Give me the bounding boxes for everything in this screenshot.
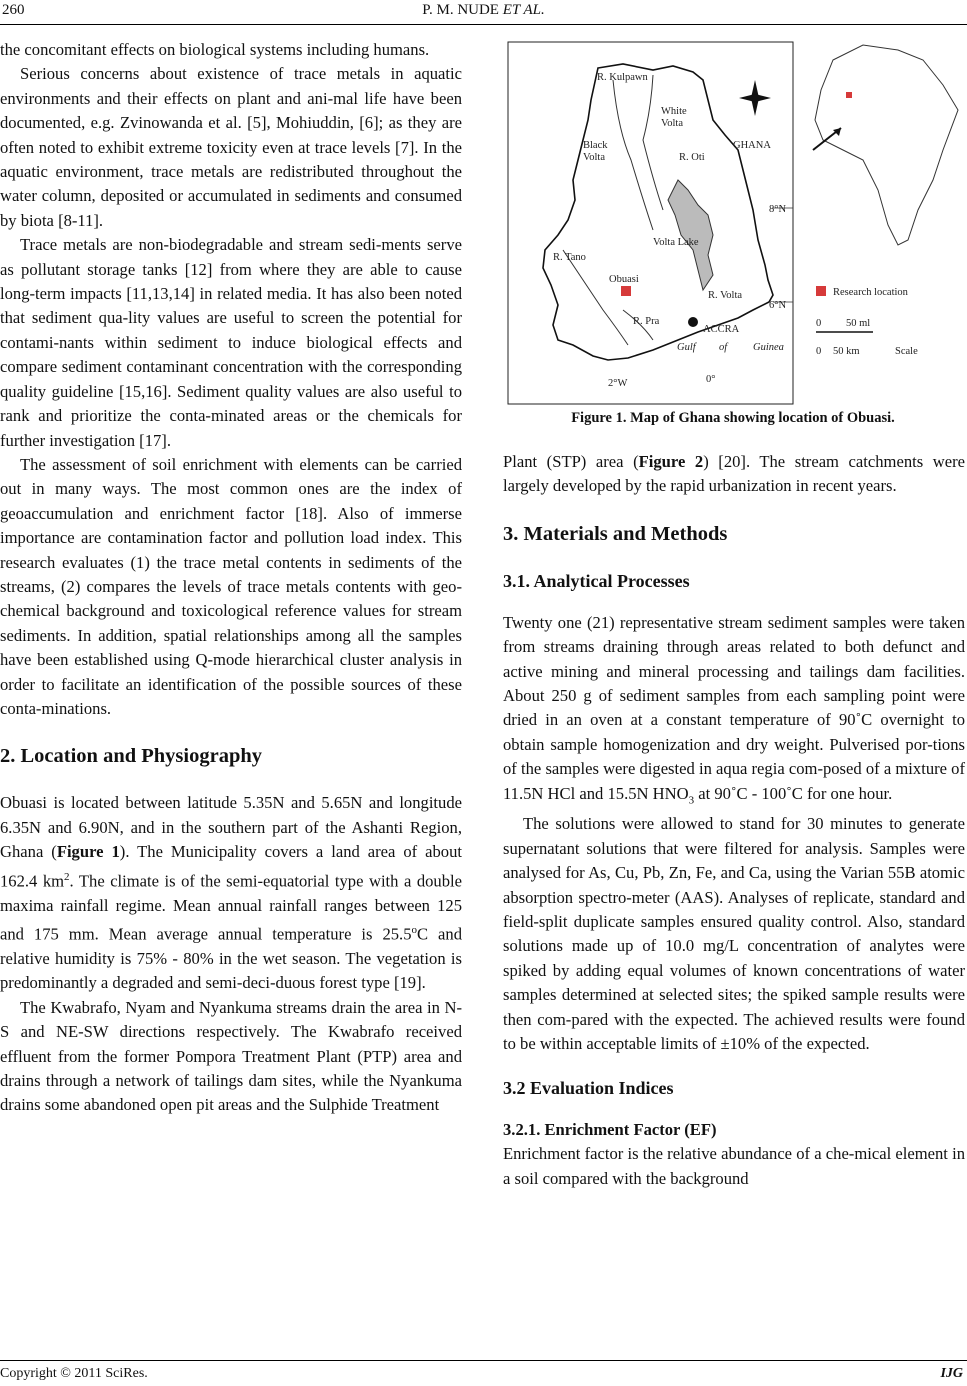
label-gulf: Gulf — [677, 342, 696, 353]
label-ghana: GHANA — [733, 140, 771, 151]
scale-km: 50 km — [833, 346, 860, 357]
label-lon0: 0° — [706, 374, 716, 385]
paragraph: Enrichment factor is the relative abundance of a che-mical element in a soil compared with the background — [503, 1144, 965, 1188]
header-authors: P. M. NUDE — [422, 2, 503, 18]
scale-label: Scale — [895, 346, 918, 357]
right-column — [503, 450, 965, 1191]
header-etal: ET AL. — [502, 2, 545, 18]
paragraph: Twenty one (21) representative stream sediment samples were taken from streams draining through areas related to both defunct and active mining and mineral processing and tailings dam facilities. About 250 g of sediment samples from each sampling point were dried in an oven at a constant temperature of 90˚C overnight to obtain sample homogenization and dry weight. Pulverised por-tions of the samples were digested in aqua regia com-posed of a mixture of 11.5N HCl and 15.5N $HNO_3$ at 90˚C - 100˚C for one hour. — [503, 612, 965, 806]
footer-rule — [0, 1360, 967, 1361]
paragraph: Serious concerns about existence of trace metals in aquatic environments and their effects on plant and ani-mal life have been documented, e.g. Zvinowanda et al. [5], Mohiuddin, [6]; as they are often noted to exhibit extreme toxicity even at trace levels [7]. In the aquatic environment, trace metals are redistributed throughout the water column, deposited or accumulated in sediments and consumed by biota [8-11]. — [0, 64, 462, 230]
label-lat6: 6°N — [769, 300, 787, 311]
scale-0a: 0 — [816, 318, 822, 329]
subsection-heading: 3.2 Evaluation Indices — [503, 1078, 674, 1099]
scale-0b: 0 — [816, 346, 822, 357]
label-r-pra: R. Pra — [633, 316, 660, 327]
paragraph: The Kwabrafo, Nyam and Nyankuma streams drain the area in N-S and NE-SW directions respectively. The Kwabrafo received effluent from the former Pompora Treatment Plant (PTP) area and drains through a network of tailings dam sites, while the Nyankuma drains some abandoned open pit areas and the Sulphide Treatment — [0, 997, 462, 1115]
label-white: White — [661, 106, 687, 117]
ghana-map — [503, 40, 963, 406]
subsection-heading: 3.1. Analytical Processes — [503, 570, 690, 591]
legend-swatch — [816, 286, 826, 296]
paragraph: Plant (STP) area (Figure 2) [20]. The stream catchments were largely developed by the rapid urbanization in recent years. — [503, 452, 965, 496]
subsubsection-heading: 3.2.1. Enrichment Factor (EF) — [503, 1120, 717, 1140]
label-accra: ACCRA — [703, 324, 740, 335]
label-lon2: 2°W — [608, 378, 628, 389]
figure-ref[interactable]: Figure 1 — [56, 842, 120, 862]
label-lat8: 8°N — [769, 204, 787, 215]
label-black: Black — [583, 140, 608, 151]
paragraph: Trace metals are non-biodegradable and stream sedi-ments serve as pollutant storage tanks [12] from where they are able to cause long-term impacts [11,13,14] in related media. It has also been noted that sediment qua-lity values are useful to screen the potential for contami-nants within sediment to induce biological effects and compare sediment contaminant concentration with the corresponding quality guideline [15,16]. Sediment quality values are also useful to rank and prioritize the conta-minated areas or the chemicals for further investigation [17]. — [0, 235, 462, 450]
journal-abbrev: IJG — [940, 1366, 963, 1381]
label-r-kulpawn: R. Kulpawn — [597, 72, 648, 83]
paragraph: The assessment of soil enrichment with elements can be carried out in many ways. The most common ones are the index of geoaccumulation and enrichment factor [18]. Also of immerse importance are contamination factor and pollution load index. This research evaluates (1) the trace metal contents in sediments of the streams, (2) compares the levels of trace metals contents with geo-chemical background and toxicological reference values for stream sediments. In addition, spatial relationships among all the samples have been established using Q-mode hierarchical cluster analysis in order to facilitate an identification of the possible sources of these conta-minations. — [0, 454, 462, 718]
label-guinea: Guinea — [753, 342, 784, 353]
label-r-volta: R. Volta — [708, 290, 743, 301]
paragraph: The solutions were allowed to stand for 30 minutes to generate supernatant solutions that were filtered for analysis. Samples were analysed for As, Cu, Pb, Zn, Fe, and Ca, using the Varian 55B atomic absorption spectro-meter (AAS). Analyses of replicate, standard and field-split duplicate samples ensured quality control. Also, standard solutions made up of 10.0 mg/L concentration of analytes were spiked by adding equal volumes of known concentrations of water samples determined at selected sites; the spiked sample results were then com-pared with the expected. The achieved results were found to be within acceptable limits of ±10% of the expected. — [503, 814, 965, 1054]
copyright: Copyright © 2011 SciRes. — [0, 1366, 148, 1381]
figure-ref[interactable]: Figure 2 — [638, 452, 704, 471]
scale-ml: 50 ml — [846, 318, 871, 329]
paragraph: the concomitant effects on biological systems including humans. — [0, 40, 430, 59]
label-volta-black: Volta — [583, 152, 605, 163]
running-header — [0, 2, 967, 19]
obuasi-marker — [621, 286, 631, 296]
paragraph: Obuasi is located between latitude 5.35N and 5.65N and longitude 6.35N and 6.90N, and in the southern part of the Ashanti Region, Ghana (Figure 1). The Municipality covers a land area of about 162.4 $km^2$. The climate is of the semi-equatorial type with a double maxima rainfall regime. Mean annual rainfall ranges between 125 and 175 mm. Mean average annual temperature is 25.5$^o$C and relative humidity is 75% - 80% in the wet season. The vegetation is predominantly a degraded and semi-deci-duous forest type [19]. — [0, 793, 463, 993]
legend-research-location: Research location — [833, 287, 908, 298]
figure-map — [503, 40, 963, 406]
label-r-tano: R. Tano — [553, 252, 586, 263]
label-volta-lake: Volta Lake — [653, 237, 699, 248]
page-number: 260 — [2, 2, 25, 18]
label-volta-white: Volta — [661, 118, 683, 129]
section-heading: 3. Materials and Methods — [503, 522, 728, 545]
accra-marker — [688, 317, 698, 327]
figure-caption: Figure 1. Map of Ghana showing location of Obuasi. — [571, 410, 895, 426]
label-of: of — [719, 342, 728, 353]
label-r-oti: R. Oti — [679, 152, 705, 163]
section-heading: 2. Location and Physiography — [0, 745, 262, 768]
header-rule — [0, 24, 967, 25]
label-obuasi: Obuasi — [609, 274, 639, 285]
left-column — [0, 38, 462, 1118]
